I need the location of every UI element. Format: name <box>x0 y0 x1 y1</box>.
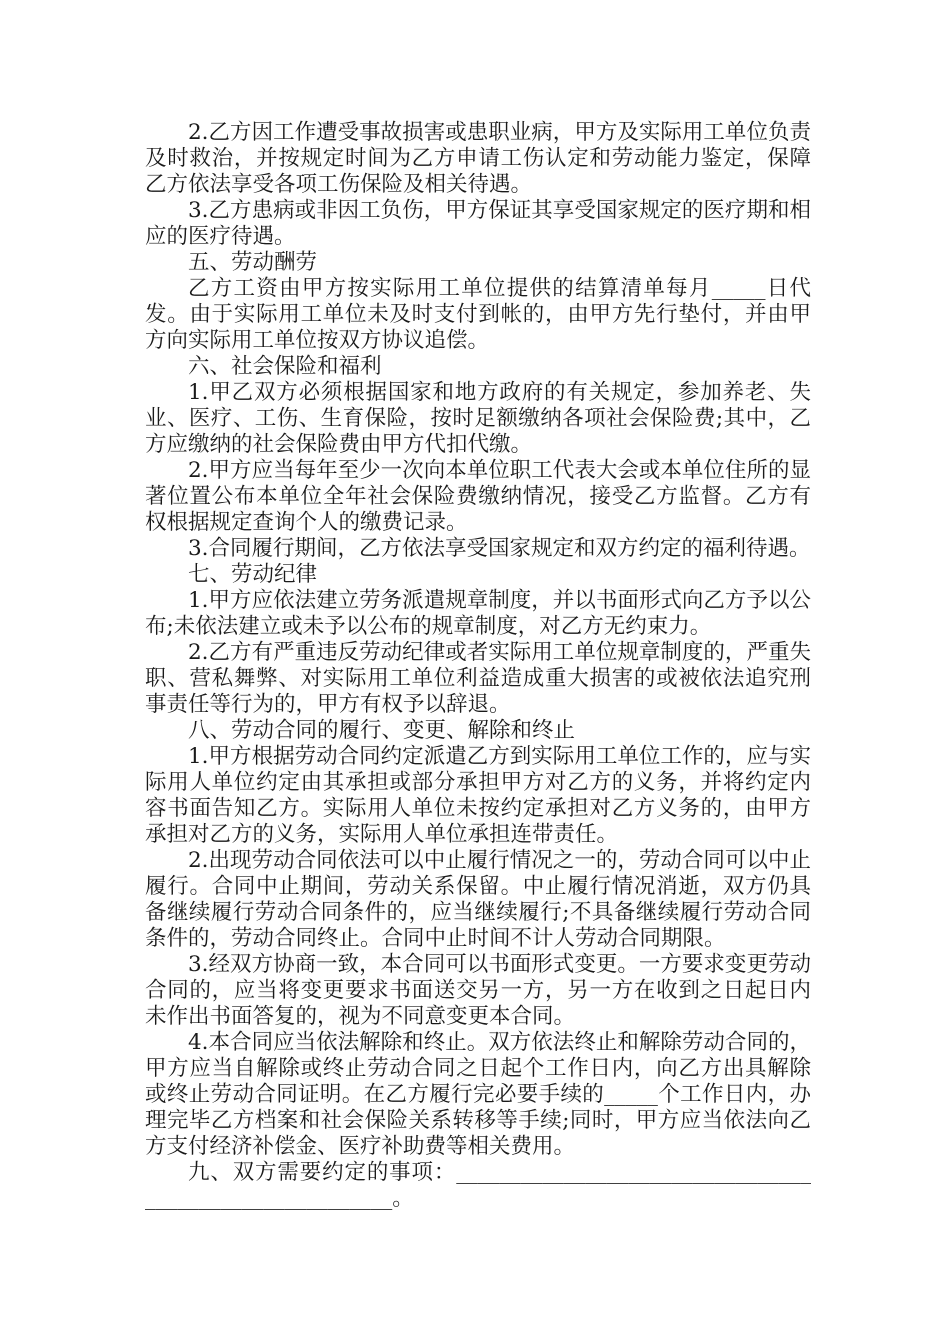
clause-performance-1: 1.甲方根据劳动合同约定派遣乙方到实际用工单位工作的，应与实际用人单位约定由其承担或部分承担甲方对乙方的义务，并将约定内容书面告知乙方。实际用人单位未按约定承担对乙方义务的，由甲方承担对乙方的义务，实际用人单位承担连带责任。 <box>145 744 811 847</box>
clause-insurance-2: 2.甲方应当每年至少一次向本单位职工代表大会或本单位住所的显著位置公布本单位全年社会保险费缴纳情况，接受乙方监督。乙方有权根据规定查询个人的缴费记录。 <box>145 458 811 535</box>
section-heading-remuneration: 五、劳动酬劳 <box>188 250 318 275</box>
clause-performance-2: 2.出现劳动合同依法可以中止履行情况之一的，劳动合同可以中止履行。合同中止期间，劳动关系保留。中止履行情况消逝，双方仍具备继续履行劳动合同条件的，应当继续履行;不具备继续履行劳动合同条件的，劳动合同终止。合同中止时间不计人劳动合同期限。 <box>145 848 811 951</box>
clause-insurance-1: 1.甲乙双方必须根据国家和地方政府的有关规定，参加养老、失业、医疗、工伤、生育保险，按时足额缴纳各项社会保险费;其中，乙方应缴纳的社会保险费由甲方代扣代缴。 <box>145 380 811 457</box>
document-page <box>145 120 811 1212</box>
clause-remuneration-payment: 乙方工资由甲方按实际用工单位提供的结算清单每月_____日代发。由于实际用工单位未及时支付到帐的，由甲方先行垫付，并由甲方向实际用工单位按双方协议追偿。 <box>145 276 811 353</box>
clause-discipline-2: 2.乙方有严重违反劳动纪律或者实际用工单位规章制度的，严重失职、营私舞弊、对实际用工单位利益造成重大损害的或被依法追究刑事责任等行为的，甲方有权予以辞退。 <box>145 640 811 717</box>
clause-performance-4: 4.本合同应当依法解除和终止。双方依法终止和解除劳动合同的，甲方应当自解除或终止劳动合同之日起个工作日内，向乙方出具解除或终止劳动合同证明。在乙方履行完必要手续的_____个工作日内，办理完毕乙方档案和社会保险关系转移等手续;同时，甲方应当依法向乙方支付经济补偿金、医疗补助费等相关费用。 <box>145 1030 811 1159</box>
clause-6-2-injury-treatment: 2.乙方因工作遭受事故损害或患职业病，甲方及实际用工单位负责及时救治，并按规定时间为乙方申请工伤认定和劳动能力鉴定，保障乙方依法享受各项工伤保险及相关待遇。 <box>145 120 811 197</box>
section-heading-social-insurance: 六、社会保险和福利 <box>188 354 382 379</box>
clause-discipline-1: 1.甲方应依法建立劳务派遣规章制度，并以书面形式向乙方予以公布;未依法建立或未予以公布的规章制度，对乙方无约束力。 <box>145 588 811 639</box>
section-heading-contract-performance: 八、劳动合同的履行、变更、解除和终止 <box>188 718 576 743</box>
clause-insurance-3: 3.合同履行期间，乙方依法享受国家规定和双方约定的福利待遇。 <box>188 536 811 561</box>
clause-6-3-illness-treatment: 3.乙方患病或非因工负伤，甲方保证其享受国家规定的医疗期和相应的医疗待遇。 <box>145 198 811 249</box>
clause-performance-3: 3.经双方协商一致，本合同可以书面形式变更。一方要求变更劳动合同的，应当将变更要求书面送交另一方，另一方在收到之日起日内未作出书面答复的，视为不同意变更本合同。 <box>145 952 811 1029</box>
section-heading-discipline: 七、劳动纪律 <box>188 562 318 587</box>
section-agreed-matters: 九、双方需要约定的事项：________________________________________________________。 <box>145 1160 811 1211</box>
